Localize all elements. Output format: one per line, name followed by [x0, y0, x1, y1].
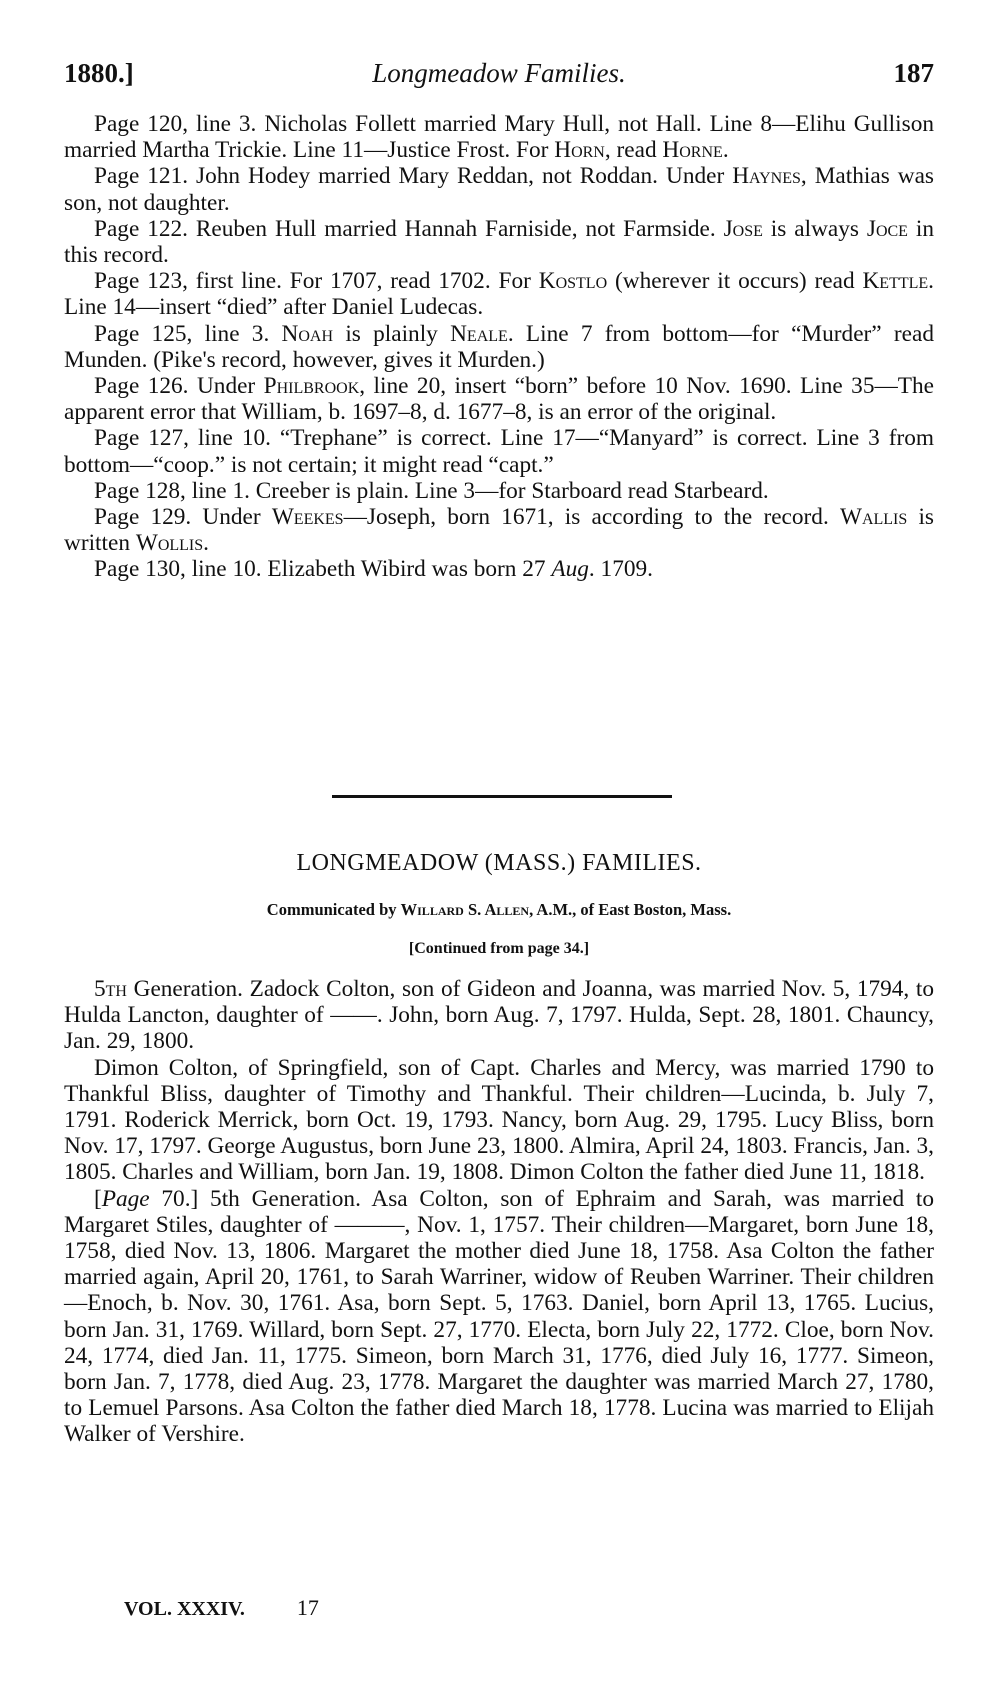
errata-item: Page 123, first line. For 1707, read 1702. For Kostlo (wherever it occurs) read Kettle. Line 14—insert “died” after Daniel Ludecas. [64, 268, 934, 321]
errata-item: Page 127, line 10. “Trephane” is correct. Line 17—“Manyard” is correct. Line 3 from bottom—“coop.” is not certain; it might read “capt.” [64, 425, 934, 478]
volume-label: VOL. XXXIV. [124, 1598, 245, 1620]
section-divider [332, 795, 672, 798]
signature-mark: 17 [296, 1595, 319, 1620]
errata-section [64, 111, 934, 583]
continued-note: [Continued from page 34.] [408, 940, 590, 957]
running-head [64, 58, 934, 98]
errata-item: Page 130, line 10. Elizabeth Wibird was born 27 Aug. 1709. [94, 556, 653, 583]
header-title: Longmeadow Families. [372, 58, 626, 88]
article-byline: Communicated by Willard S. Allen, A.M., of East Boston, Mass. [266, 900, 732, 919]
errata-item: Page 125, line 3. Noah is plainly Neale. Line 7 from bottom—for “Murder” read Munden. (Pike's record, however, gives it Murden.) [64, 320, 934, 373]
article-paragraph: [Page 70.] 5th Generation. Asa Colton, son of Ephraim and Sarah, was married to Margaret Stiles, daughter of ———, Nov. 1, 1757. Their children—Margaret, born June 18, 1758, died Nov. 13, 1806. Margaret the mother died June 18, 1758. Asa Colton the father married again, April 20, 1761, to Sarah Warriner, widow of Reuben Warriner. Their children—Enoch, b. Nov. 30, 1761. Asa, born Sept. 5, 1763. Daniel, born April 13, 1765. Lucius, born Jan. 31, 1769. Willard, born Sept. 27, 1770. Electa, born July 22, 1772. Cloe, born Nov. 24, 1774, died Jan. 11, 1775. Simeon, born March 31, 1776, died July 16, 1777. Simeon, born Jan. 7, 1778, died Aug. 23, 1778. Margaret the daughter was married March 27, 1780, to Lemuel Parsons. Asa Colton the father died March 18, 1778. Lucina was married to Elijah Walker of Vershire. [64, 1185, 934, 1448]
article-paragraph: 5th Generation. Zadock Colton, son of Gideon and Joanna, was married Nov. 5, 1794, to Hulda Lancton, daughter of ——. John, born Aug. 7, 1797. Hulda, Sept. 28, 1801. Chauncy, Jan. 29, 1800. [64, 976, 934, 1055]
article-paragraph: Dimon Colton, of Springfield, son of Capt. Charles and Mercy, was married 1790 to Thankful Bliss, daughter of Timothy and Thankful. Their children—Lucinda, b. July 7, 1791. Roderick Merrick, born Oct. 19, 1793. Nancy, born Aug. 29, 1795. Lucy Bliss, born Nov. 17, 1797. George Augustus, born June 23, 1800. Almira, April 24, 1803. Francis, Jan. 3, 1805. Charles and William, born Jan. 19, 1808. Dimon Colton the father died June 11, 1818. [64, 1054, 934, 1186]
header-page-number: 187 [893, 58, 934, 88]
errata-item: Page 126. Under Philbrook, line 20, insert “born” before 10 Nov. 1690. Line 35—The apparent error that William, b. 1697–8, d. 1677–8, is an error of the original. [64, 373, 934, 426]
author-name: Willard S. Allen [400, 900, 530, 919]
errata-item: Page 122. Reuben Hull married Hannah Farniside, not Farmside. Jose is always Joce in this record. [64, 215, 934, 269]
errata-item: Page 121. John Hodey married Mary Reddan, not Roddan. Under Haynes, Mathias was son, not daughter. [64, 163, 934, 216]
errata-item: Page 129. Under Weekes—Joseph, born 1671, is according to the record. Wallis is written Wollis. [64, 504, 934, 557]
page-reference: [Page 70.] [94, 1185, 199, 1212]
header-year: 1880.] [64, 58, 134, 88]
article-body [64, 976, 934, 1448]
errata-item: Page 120, line 3. Nicholas Follett married Mary Hull, not Hall. Line 8—Elihu Gullison married Martha Trickie. Line 11—Justice Frost. For Horn, read Horne. [64, 111, 934, 164]
article-title: LONGMEADOW (MASS.) FAMILIES. [296, 850, 702, 876]
errata-item: Page 128, line 1. Creeber is plain. Line 3—for Starboard read Starbeard. [94, 477, 769, 504]
page-footer [124, 1595, 319, 1621]
